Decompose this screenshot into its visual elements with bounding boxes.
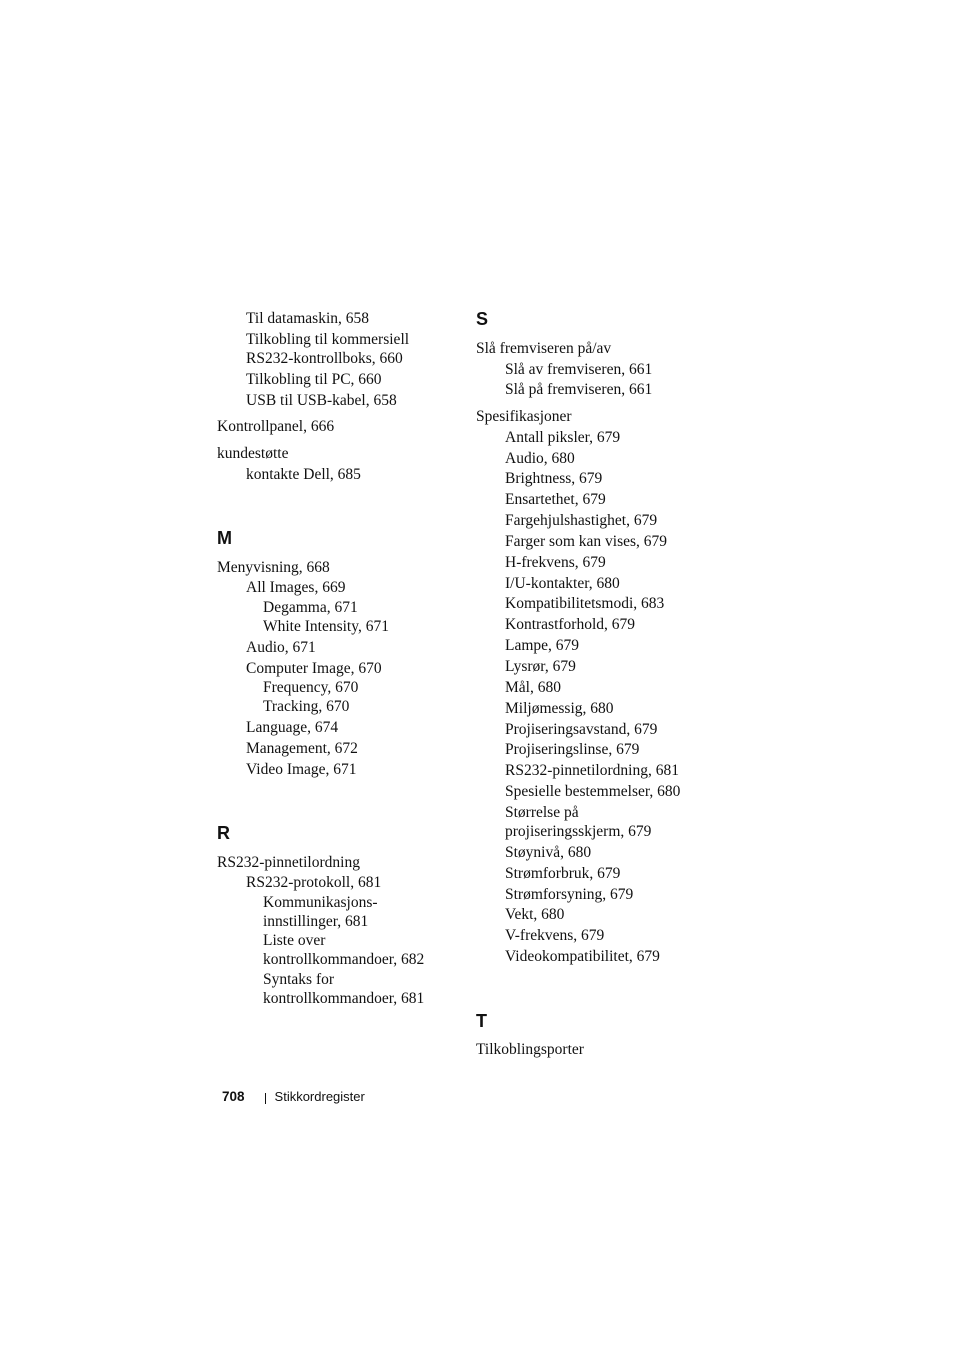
index-subentry: Lysrør, 679 [505,658,576,675]
index-subentry: Slå av fremviseren, 661 [505,361,653,378]
index-subentry: Videokompatibilitet, 679 [505,948,660,965]
index-subentry: Kompatibilitetsmodi, 683 [505,595,665,612]
index-subentry: I/U-kontakter, 680 [505,575,620,592]
index-subentry: Antall piksler, 679 [505,429,621,446]
index-subentry: Kommunikasjons- [263,894,378,911]
index-subentry: Vekt, 680 [505,906,565,923]
index-subentry: Frequency, 670 [263,679,359,696]
index-subentry: Language, 674 [246,719,339,736]
index-letter-heading: M [217,528,232,548]
index-entry: RS232-pinnetilordning [217,854,360,871]
index-subentry: kontakte Dell, 685 [246,466,361,483]
index-subentry: Strømforsyning, 679 [505,886,634,903]
index-subentry: RS232-pinnetilordning, 681 [505,762,679,779]
footer-separator [265,1093,266,1104]
index-subentry: Brightness, 679 [505,470,603,487]
page-footer [222,1089,365,1104]
index-subentry: Kontrastforhold, 679 [505,616,636,633]
index-entry: Menyvisning, 668 [217,559,330,576]
index-subentry: Video Image, 671 [246,761,357,778]
index-subentry: RS232-protokoll, 681 [246,874,382,891]
index-subentry: White Intensity, 671 [263,618,389,635]
index-entry: Spesifikasjoner [476,408,572,425]
index-entry: Slå fremviseren på/av [476,340,612,357]
index-subentry: Liste over [263,932,326,949]
index-subentry: Farger som kan vises, 679 [505,533,668,550]
index-subentry: Spesielle bestemmelser, 680 [505,783,681,800]
index-subentry: kontrollkommandoer, 681 [263,990,425,1007]
index-subentry: kontrollkommandoer, 682 [263,951,425,968]
index-subentry: Tilkobling til kommersiell [246,331,410,348]
index-letter-heading: R [217,823,230,843]
index-subentry: Størrelse på [505,804,579,821]
index-subentry: USB til USB-kabel, 658 [246,392,397,409]
index-subentry: Syntaks for [263,971,335,988]
index-subentry: Management, 672 [246,740,358,757]
index-subentry: Mål, 680 [505,679,561,696]
index-subentry: Fargehjulshastighet, 679 [505,512,658,529]
index-subentry: Audio, 680 [505,450,575,467]
index-subentry: Degamma, 671 [263,599,358,616]
index-subentry: Projiseringslinse, 679 [505,741,640,758]
index-entry: kundestøtte [217,445,289,462]
index-subentry: Tilkobling til PC, 660 [246,371,382,388]
index-subentry: Computer Image, 670 [246,660,382,677]
index-subentry: Slå på fremviseren, 661 [505,381,653,398]
index-subentry: projiseringsskjerm, 679 [505,823,652,840]
index-letter-heading: S [476,309,489,329]
index-subentry: innstillinger, 681 [263,913,369,930]
index-subentry: Audio, 671 [246,639,316,656]
index-letter-heading: T [476,1011,487,1031]
section-title: Stikkordregister [274,1089,365,1104]
page-number: 708 [222,1089,245,1104]
index-subentry: Projiseringsavstand, 679 [505,721,658,738]
index-subentry: V-frekvens, 679 [505,927,605,944]
index-subentry: Miljømessig, 680 [505,700,614,717]
index-entry: Tilkoblingsporter [476,1041,584,1058]
index-subentry: Til datamaskin, 658 [246,310,370,327]
index-subentry: Strømforbruk, 679 [505,865,621,882]
index-subentry: RS232-kontrollboks, 660 [246,350,403,367]
index-subentry: All Images, 669 [246,579,346,596]
index-subentry: Tracking, 670 [263,698,350,715]
index-subentry: H-frekvens, 679 [505,554,606,571]
index-subentry: Støynivå, 680 [505,844,592,861]
index-subentry: Ensartethet, 679 [505,491,606,508]
index-entry: Kontrollpanel, 666 [217,418,335,435]
index-subentry: Lampe, 679 [505,637,580,654]
